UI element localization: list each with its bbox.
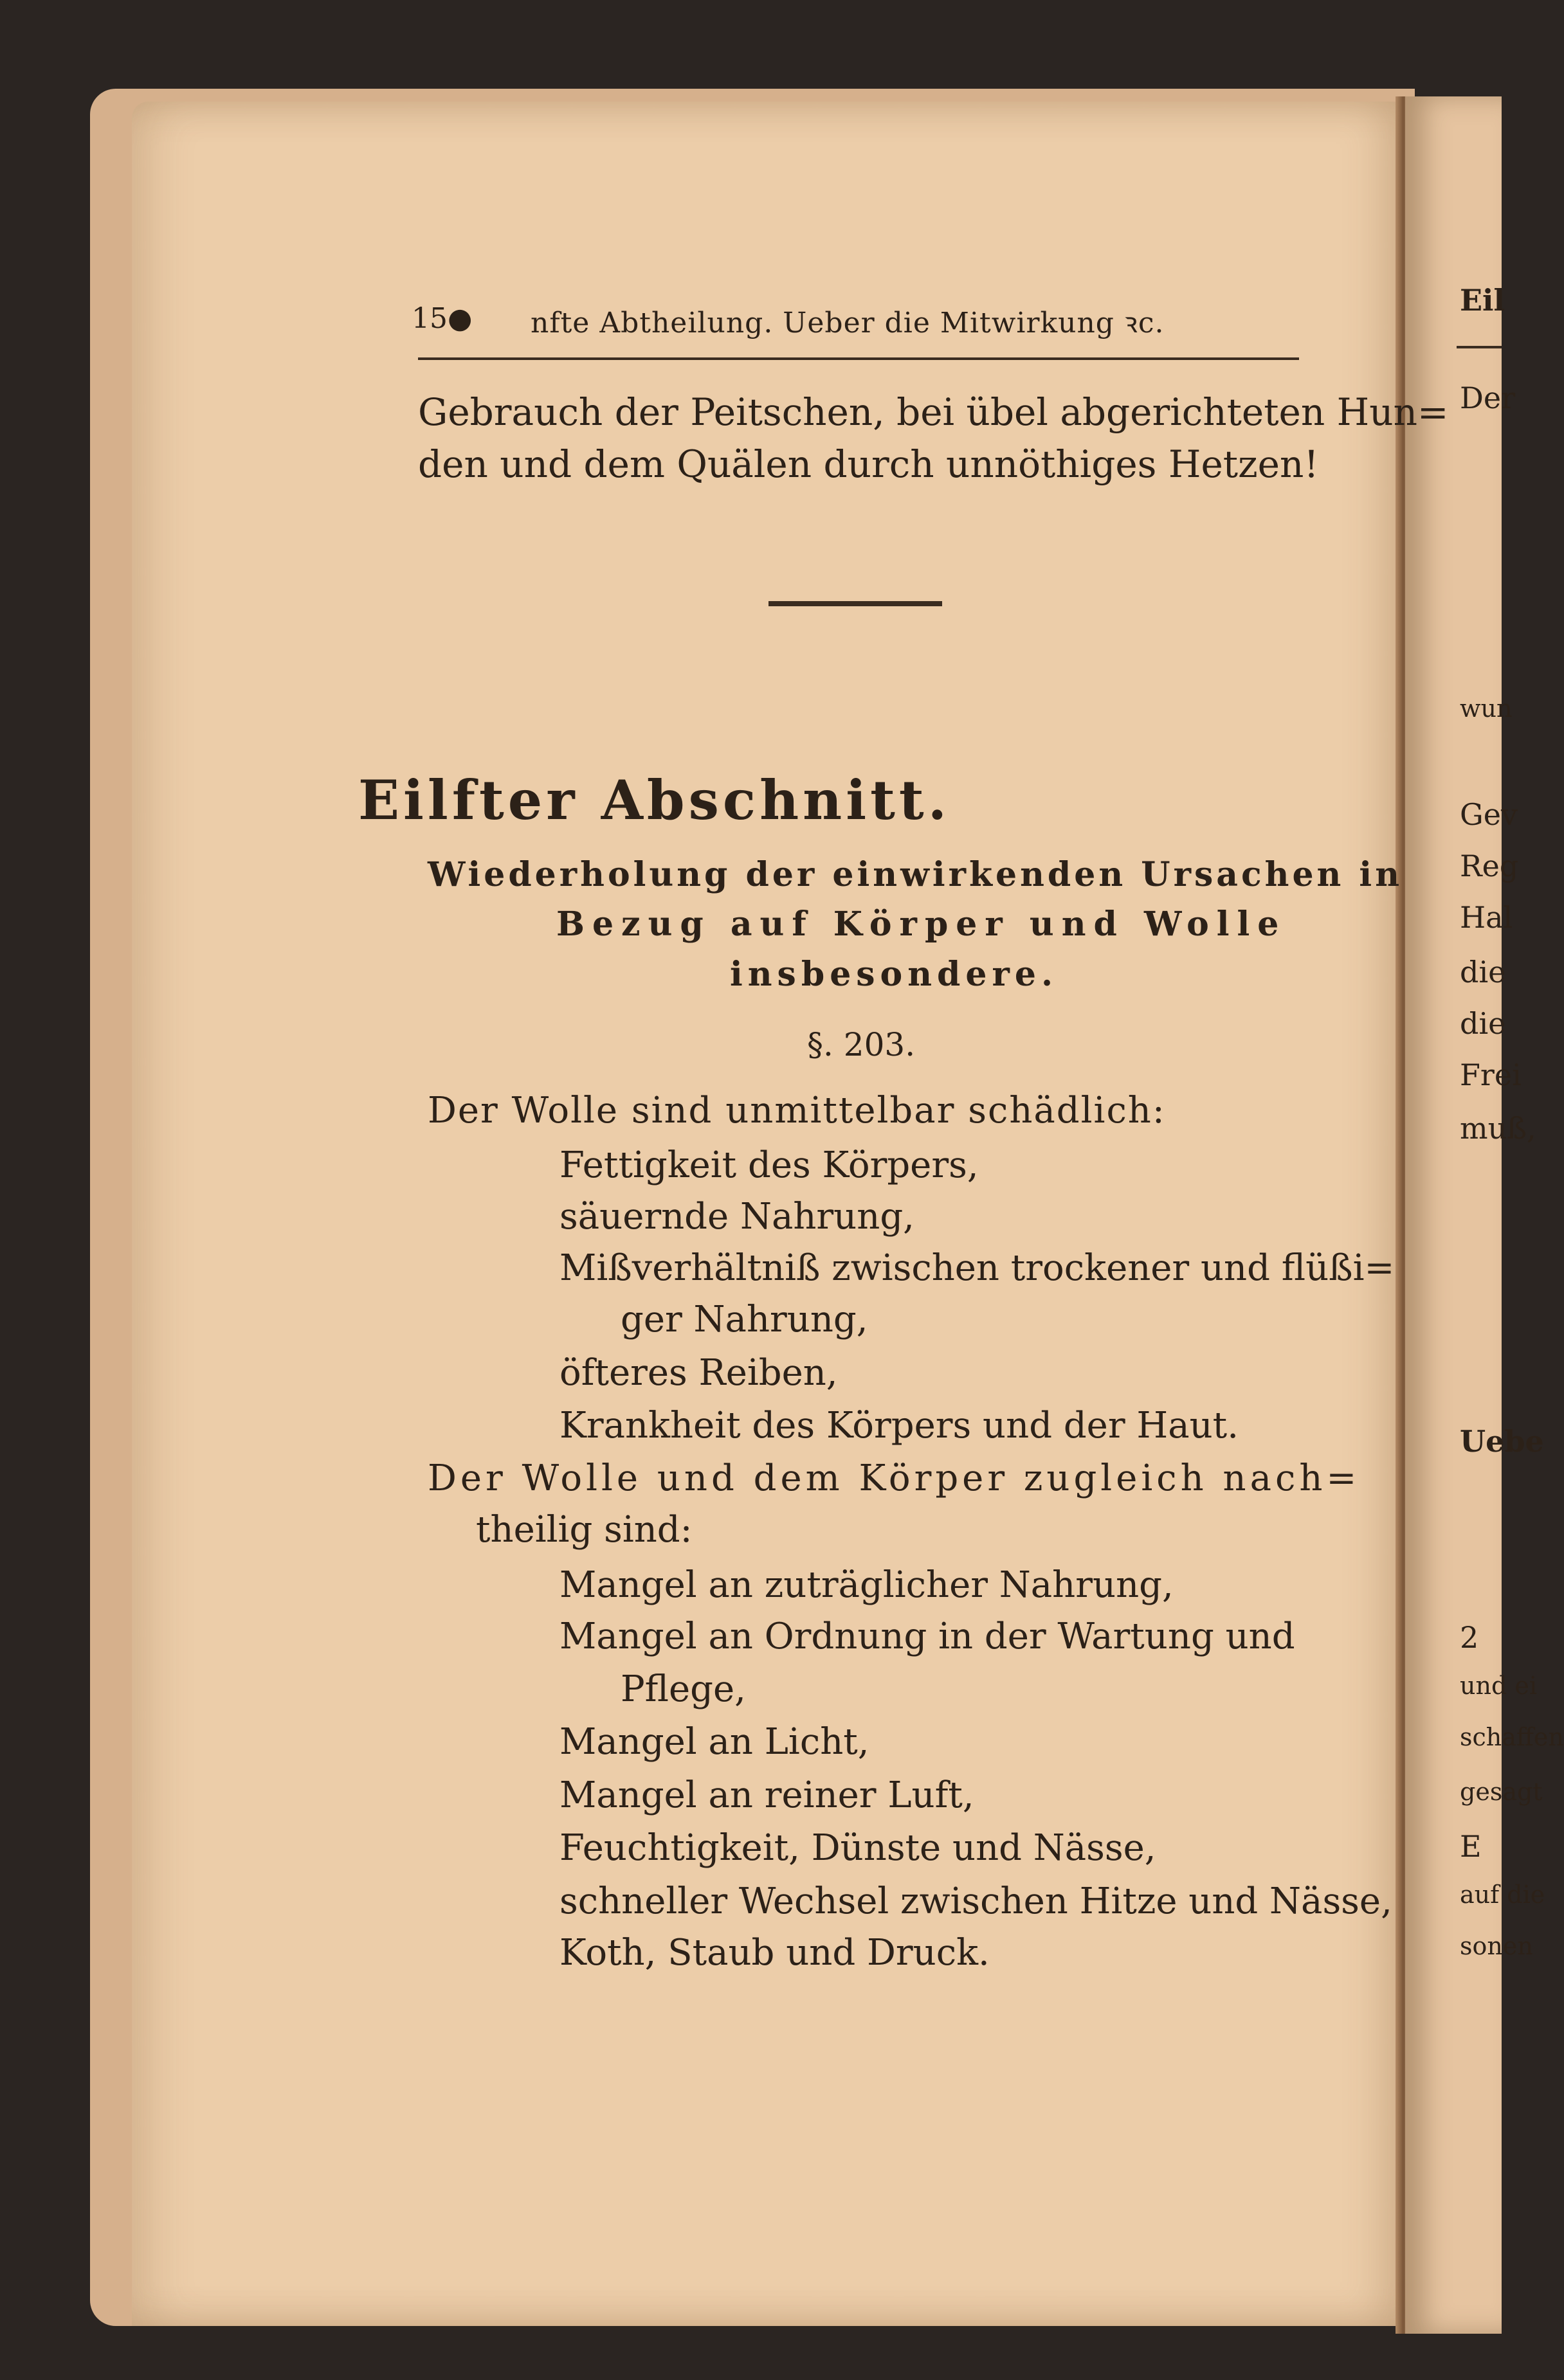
list-item: säuernde Nahrung, bbox=[559, 1196, 914, 1238]
right-page-fragment: muß, bbox=[1460, 1111, 1536, 1146]
running-title: nfte Abtheilung. Ueber die Mitwirkung ꝛc. bbox=[531, 307, 1165, 339]
right-page-fragment: wun bbox=[1460, 694, 1513, 723]
body-intro: Der Wolle und dem Körper zugleich nach= bbox=[428, 1457, 1361, 1499]
paragraph-line: Gebrauch der Peitschen, bei übel abgerichteten Hun= bbox=[418, 390, 1449, 434]
list-item: Mangel an Licht, bbox=[559, 1721, 869, 1763]
list-item: schneller Wechsel zwischen Hitze und Nässe, bbox=[559, 1880, 1392, 1922]
right-page-fragment: Frei bbox=[1460, 1058, 1522, 1092]
right-page-fragment: Hal bbox=[1460, 900, 1513, 935]
right-page-rule bbox=[1457, 346, 1502, 348]
list-item: Mangel an reiner Luft, bbox=[559, 1774, 974, 1816]
list-item: ger Nahrung, bbox=[621, 1299, 868, 1340]
list-item: Feuchtigkeit, Dünste und Nässe, bbox=[559, 1827, 1156, 1869]
right-page-fragment: sonen bbox=[1460, 1932, 1533, 1960]
right-page-fragment: Reg bbox=[1460, 849, 1519, 883]
list-item: Pflege, bbox=[621, 1668, 746, 1710]
right-page-fragment: 2 bbox=[1460, 1620, 1479, 1655]
body-intro: Der Wolle sind unmittelbar schädlich: bbox=[428, 1090, 1166, 1131]
right-page-fragment: Eil bbox=[1460, 283, 1505, 318]
right-page-fragment: Uebe bbox=[1460, 1424, 1544, 1459]
header-rule bbox=[418, 357, 1299, 360]
right-page-fragment: und ei bbox=[1460, 1672, 1537, 1700]
section-subtitle-line: insbesondere. bbox=[730, 955, 1059, 994]
right-page-fragment: gesagt bbox=[1460, 1778, 1543, 1806]
paragraph-line: den und dem Quälen durch unnöthiges Hetzen! bbox=[418, 442, 1319, 486]
paragraph-mark: §. 203. bbox=[807, 1026, 916, 1063]
section-subtitle-line: Wiederholung der einwirkenden Ursachen in bbox=[428, 855, 1403, 894]
right-page-fragment: die bbox=[1460, 955, 1506, 989]
list-item: Mißverhältniß zwischen trockener und flüßi= bbox=[559, 1247, 1395, 1289]
list-item: Fettigkeit des Körpers, bbox=[559, 1144, 979, 1186]
section-subtitle-line: Bezug auf Körper und Wolle bbox=[556, 905, 1287, 944]
page-number: 15● bbox=[412, 302, 473, 335]
list-item: Koth, Staub und Druck. bbox=[559, 1932, 990, 1974]
body-intro: theilig sind: bbox=[476, 1509, 693, 1551]
list-item: öfteres Reiben, bbox=[559, 1352, 838, 1394]
running-header bbox=[412, 302, 1299, 341]
right-page-fragment: Gev bbox=[1460, 797, 1518, 832]
list-item: Mangel an zuträglicher Nahrung, bbox=[559, 1564, 1174, 1606]
list-item: Krankheit des Körpers und der Haut. bbox=[559, 1405, 1239, 1447]
section-title: Eilfter Abschnitt. bbox=[358, 768, 950, 832]
right-page-fragment: schaffen bbox=[1460, 1723, 1564, 1751]
right-page-fragment: Der bbox=[1460, 381, 1516, 415]
section-divider bbox=[768, 601, 942, 606]
right-page-fragment: auf die bbox=[1460, 1880, 1545, 1909]
list-item: Mangel an Ordnung in der Wartung und bbox=[559, 1616, 1295, 1657]
right-page-fragment: E bbox=[1460, 1829, 1482, 1864]
right-page-fragment: die bbox=[1460, 1006, 1506, 1041]
